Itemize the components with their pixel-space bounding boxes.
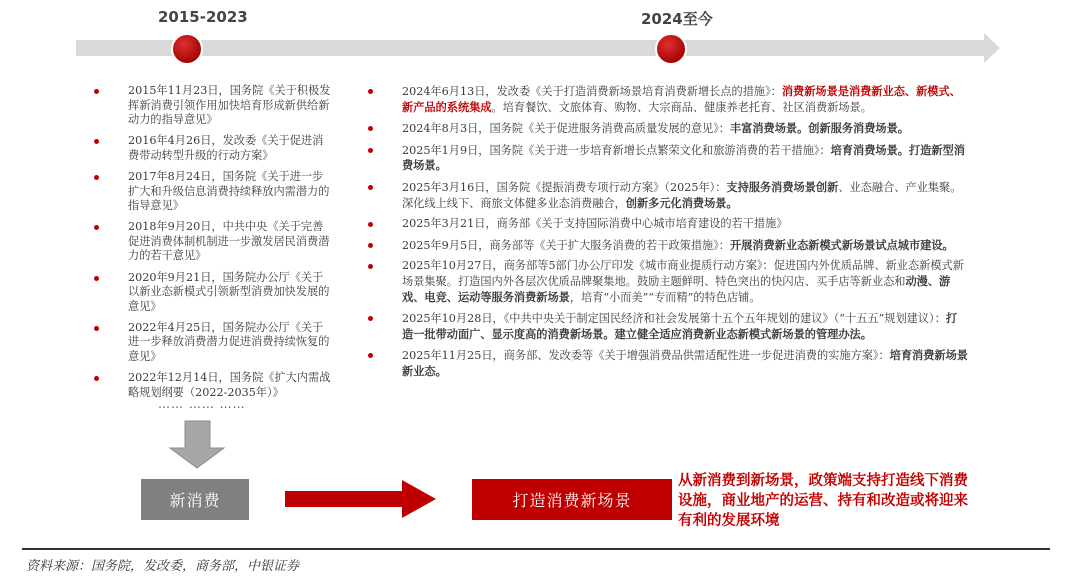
right-arrow [285, 480, 436, 518]
bullet-icon [368, 148, 373, 153]
left-policy-text: 2022年12月14日，国务院《扩大内需战略规划纲要（2022-2035年）》 [128, 371, 331, 399]
policy-list-2024-now [368, 84, 968, 386]
policy-highlight-text: 开展消费新业态新模式新场景试点城市建设。 [729, 237, 954, 252]
bullet-icon [94, 376, 99, 381]
policy-highlight-text: 创新多元化消费场景。 [625, 195, 738, 210]
bullet-icon [94, 139, 99, 144]
timeline-arrow [76, 33, 1000, 63]
policy-highlight-text: 支持服务消费场景创新 [726, 179, 839, 194]
down-arrow [170, 421, 224, 468]
conclusion-text: 从新消费到新场景，政策端支持打造线下消费设施，商业地产的运营、持有和改造或将迎来有利的发展环境 [678, 472, 968, 529]
bullet-icon [368, 185, 373, 190]
bullet-icon [94, 326, 99, 331]
policy-highlight-text: 丰富消费场景。创新服务消费场景。 [729, 121, 909, 136]
right-policy-text [402, 144, 965, 173]
right-policy-item [368, 121, 968, 137]
right-policy-text [402, 349, 968, 378]
policy-tail-text: ，培育“小而美”“专而精”的特色店铺。 [569, 290, 761, 304]
bullet-icon [94, 175, 99, 180]
bullet-icon [368, 126, 373, 131]
right-policy-text [402, 312, 957, 341]
bullet-icon [368, 89, 373, 94]
right-policy-item [368, 84, 968, 115]
right-policy-item [368, 180, 968, 211]
policy-plain-text: 2024年8月3日，国务院《关于促进服务消费高质量发展的意见》： [402, 122, 730, 136]
build-consumption-scene-box: 打造消费新场景 [472, 479, 672, 520]
bullet-icon [94, 276, 99, 281]
right-policy-text [402, 85, 961, 114]
left-list-ellipsis: …… …… …… [158, 397, 246, 411]
policy-plain-text: 2025年10月28日，《中共中央关于制定国民经济和社会发展第十五个五年规划的建议》（“十五五”规划建议）： [402, 312, 946, 326]
right-policy-item [368, 143, 968, 174]
left-policy-item [94, 170, 334, 214]
right-policy-text [402, 259, 964, 303]
period-label-2015-2023: 2015-2023 [158, 8, 248, 26]
policy-plain-text: 2025年11月25日，商务部、发改委等《关于增强消费品供需适配性进一步促进消费的实施方案》： [402, 349, 890, 363]
bullet-icon [368, 222, 373, 227]
left-policy-item [94, 220, 334, 264]
left-policy-item [94, 84, 334, 128]
new-consumption-box: 新消费 [141, 479, 249, 520]
policy-highlight-text: 培育消费场景。打造新型消费场景。 [402, 142, 965, 173]
bullet-icon [368, 316, 373, 321]
left-policy-item [94, 271, 334, 315]
policy-plain-text: 2025年3月16日，国务院《提振消费专项行动方案》（2025年）： [402, 180, 727, 194]
policy-highlight-text: 消费新场景是消费新业态、新模式、新产品的系统集成 [402, 84, 961, 114]
left-policy-text: 2017年8月24日，国务院《关于进一步扩大和升级信息消费持续释放内需潜力的指导意见》 [128, 169, 330, 213]
left-policy-text: 2016年4月26日，发改委《关于促进消费带动转型升级的行动方案》 [128, 134, 324, 162]
policy-highlight-text: 培育消费新场景新业态。 [402, 348, 968, 378]
source-note: 资料来源：国务院，发改委，商务部，中银证券 [26, 559, 300, 574]
policy-plain-text: 2025年10月27日，商务部等5部门办公厅印发《城市商业提质行动方案》：促进国内外优质品牌、新业态新模式新场景集聚。打造国内外各层次优质品牌聚集地。鼓励主题鲜明、特色突出的快闪店、买手店等新业态和 [402, 259, 964, 288]
right-policy-item [368, 259, 968, 305]
policy-plain-text: 2024年6月13日，发改委《关于打造消费新场景培育消费新增长点的措施》： [402, 85, 782, 98]
left-policy-item [94, 134, 334, 163]
timeline-marker-2024 [656, 34, 686, 64]
policy-highlight-text: 打造一批带动面广、显示度高的消费新场景。建立健全适应消费新业态新模式新场景的管理办法。 [402, 311, 958, 341]
right-policy-item [368, 348, 968, 379]
left-policy-text: 2020年9月21日，国务院办公厅《关于以新业态新模式引领新型消费加快发展的意见》 [128, 270, 330, 313]
period-label-2024-now: 2024至今 [641, 10, 713, 28]
right-policy-text [402, 217, 787, 230]
source-divider [22, 548, 1050, 550]
timeline-marker-2015 [172, 34, 202, 64]
left-policy-text: 2022年4月25日，国务院办公厅《关于进一步释放消费潜力促进消费持续恢复的意见》 [128, 320, 330, 363]
policy-tail-text: 。培育餐饮、文旅体育、购物、大宗商品、健康养老托育、社区消费新场景。 [491, 100, 872, 114]
left-policy-item [94, 371, 334, 400]
policy-plain-text: 2025年3月21日，商务部《关于支持国际消费中心城市培育建设的若干措施》 [402, 217, 788, 231]
right-policy-text [402, 181, 961, 210]
policy-highlight-text: 动漫、游戏、电竞、运动等服务消费新场景 [402, 273, 951, 304]
policy-tail-text: 、业态融合、产业集聚。深化线上线下、商旅文体健多业态消费融合， [402, 180, 962, 210]
left-policy-text: 2018年9月20日，中共中央《关于完善促进消费体制机制进一步激发居民消费潜力的若干意见》 [128, 220, 330, 263]
right-policy-item [368, 311, 968, 342]
bullet-icon [368, 264, 373, 269]
bullet-icon [94, 89, 99, 94]
right-policy-text [402, 122, 909, 135]
right-policy-item [368, 217, 968, 232]
policy-plain-text: 2025年1月9日，国务院《关于进一步培育新增长点繁荣文化和旅游消费的若干措施》： [402, 143, 831, 157]
right-policy-text [402, 239, 954, 252]
right-policy-item [368, 238, 968, 254]
policy-list-2015-2023 [94, 84, 334, 407]
left-policy-item [94, 321, 334, 365]
bullet-icon [368, 243, 373, 248]
left-policy-text: 2015年11月23日，国务院《关于积极发挥新消费引领作用加快培育形成新供给新动力的指导意见》 [128, 84, 331, 127]
bullet-icon [368, 353, 373, 358]
policy-plain-text: 2025年9月5日，商务部等《关于扩大服务消费的若干政策措施》： [402, 238, 730, 252]
bullet-icon [94, 225, 99, 230]
